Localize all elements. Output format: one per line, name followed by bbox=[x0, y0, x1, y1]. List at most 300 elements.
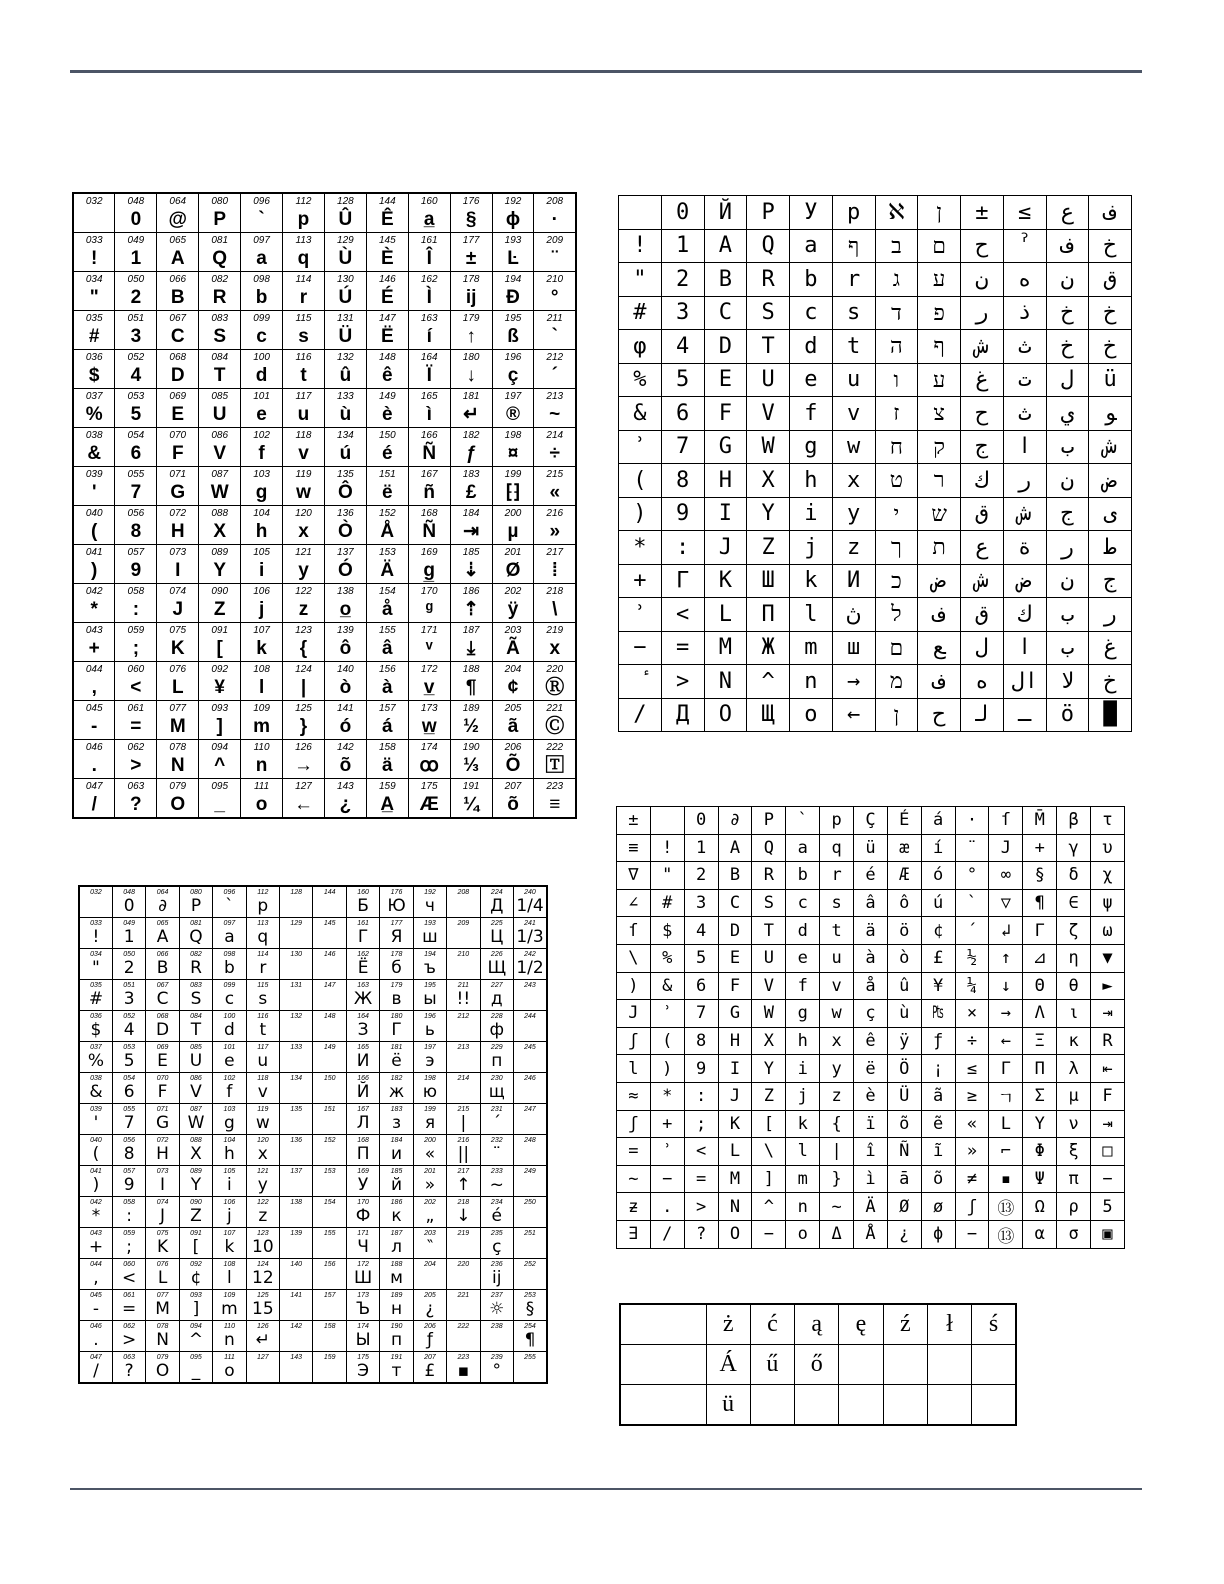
glyph-cell bbox=[1091, 917, 1125, 945]
code-number: 116 bbox=[257, 1013, 269, 1020]
glyph: خ bbox=[1060, 300, 1074, 326]
code-glyph: Ы bbox=[355, 1330, 371, 1350]
glyph: l bbox=[797, 1141, 808, 1162]
code-cell bbox=[346, 1135, 379, 1166]
code-number: 138 bbox=[290, 1199, 303, 1206]
glyph: Π bbox=[1034, 1058, 1045, 1079]
code-glyph: " bbox=[89, 287, 99, 308]
code-cell bbox=[213, 1352, 246, 1384]
code-number: 162 bbox=[420, 274, 438, 285]
glyph-cell bbox=[1046, 698, 1089, 732]
code-glyph: _ bbox=[191, 1361, 201, 1381]
glyph: Ξ bbox=[1034, 1031, 1045, 1052]
glyph: ω bbox=[1102, 920, 1113, 941]
code-cell bbox=[513, 1197, 547, 1228]
glyph: K bbox=[729, 1113, 741, 1134]
code-number: 084 bbox=[190, 1013, 202, 1020]
glyph-cell bbox=[790, 598, 833, 632]
glyph-cell bbox=[883, 1345, 927, 1385]
code-cell bbox=[199, 467, 241, 506]
code-number: 044 bbox=[90, 1261, 102, 1268]
glyph: כ bbox=[890, 568, 902, 594]
glyph-cell bbox=[661, 665, 704, 699]
glyph-cell bbox=[619, 598, 662, 632]
code-number: 162 bbox=[357, 951, 369, 958]
glyph-cell bbox=[790, 263, 833, 297]
code-cell bbox=[179, 1290, 212, 1321]
glyph: f bbox=[804, 400, 818, 426]
glyph-cell bbox=[747, 631, 790, 665]
code-cell bbox=[366, 233, 408, 272]
glyph: Υ bbox=[1034, 1113, 1045, 1134]
code-cell bbox=[413, 980, 446, 1011]
code-number: 171 bbox=[420, 625, 438, 636]
glyph: ± bbox=[628, 810, 639, 831]
code-cell bbox=[280, 1135, 313, 1166]
code-cell bbox=[324, 701, 366, 740]
code-glyph: ç bbox=[507, 365, 519, 386]
glyph: ≡ bbox=[628, 837, 639, 858]
code-glyph: f bbox=[226, 1082, 233, 1102]
code-number: 091 bbox=[211, 625, 229, 636]
glyph: ´ bbox=[966, 920, 978, 941]
glyph-cell bbox=[839, 1304, 883, 1345]
code-number: 195 bbox=[424, 982, 436, 989]
code-glyph: ú bbox=[339, 443, 352, 464]
code-cell bbox=[346, 886, 379, 918]
code-cell bbox=[146, 1104, 179, 1135]
glyph-cell bbox=[955, 1220, 989, 1248]
glyph-cell bbox=[619, 296, 662, 330]
code-glyph: Ц bbox=[490, 927, 504, 947]
glyph-cell bbox=[1003, 229, 1046, 263]
code-number: 221 bbox=[546, 703, 564, 714]
glyph: ם bbox=[889, 635, 904, 661]
glyph: + bbox=[662, 1113, 673, 1134]
code-glyph: Б bbox=[357, 896, 369, 916]
code-number: 212 bbox=[546, 352, 564, 363]
glyph-cell bbox=[650, 1220, 684, 1248]
code-number: 159 bbox=[378, 781, 396, 792]
glyph: L bbox=[1000, 1113, 1011, 1134]
code-number: 049 bbox=[127, 235, 145, 246]
glyph: { bbox=[831, 1113, 842, 1134]
glyph-cell bbox=[887, 1055, 921, 1083]
glyph-cell bbox=[752, 889, 786, 917]
code-cell bbox=[366, 779, 408, 819]
code-cell bbox=[534, 389, 576, 428]
code-glyph: j bbox=[227, 1206, 232, 1226]
code-cell bbox=[112, 1290, 145, 1321]
glyph-cell bbox=[1003, 665, 1046, 699]
code-cell bbox=[199, 584, 241, 623]
code-cell bbox=[492, 350, 534, 389]
glyph-cell bbox=[684, 1055, 718, 1083]
glyph-cell bbox=[961, 665, 1004, 699]
glyph: ₧ bbox=[933, 1003, 944, 1024]
code-number: 037 bbox=[90, 1044, 102, 1051]
code-cell bbox=[534, 545, 576, 584]
code-glyph: ! bbox=[92, 927, 100, 947]
code-cell bbox=[450, 311, 492, 350]
table-row bbox=[79, 1290, 547, 1321]
glyph-cell bbox=[684, 1165, 718, 1193]
code-cell bbox=[450, 350, 492, 389]
code-number: 153 bbox=[378, 547, 396, 558]
code-cell bbox=[73, 389, 115, 428]
code-cell bbox=[408, 584, 450, 623]
code-glyph: y bbox=[298, 560, 309, 581]
glyph-cell bbox=[961, 430, 1004, 464]
glyph-cell bbox=[684, 807, 718, 835]
code-number: 066 bbox=[169, 274, 187, 285]
glyph-cell bbox=[1003, 464, 1046, 498]
code-number: 143 bbox=[337, 781, 354, 792]
glyph: И bbox=[847, 568, 861, 594]
code-glyph: r bbox=[299, 287, 308, 308]
code-glyph: c bbox=[224, 989, 235, 1009]
table-row bbox=[617, 1000, 1125, 1028]
glyph-cell bbox=[1003, 263, 1046, 297]
code-number: 132 bbox=[290, 1013, 303, 1020]
code-cell bbox=[241, 779, 283, 819]
glyph: ¼ bbox=[966, 975, 978, 996]
glyph-cell bbox=[790, 464, 833, 498]
code-glyph: ; bbox=[132, 638, 140, 659]
glyph-cell bbox=[918, 430, 961, 464]
code-glyph: = bbox=[122, 1299, 137, 1319]
code-number: 119 bbox=[257, 1106, 269, 1113]
code-cell bbox=[246, 1011, 279, 1042]
glyph-cell bbox=[1046, 631, 1089, 665]
glyph-cell bbox=[887, 862, 921, 890]
glyph-cell bbox=[661, 564, 704, 598]
glyph: Ä bbox=[865, 1196, 876, 1217]
code-cell bbox=[246, 918, 279, 949]
glyph-cell bbox=[790, 497, 833, 531]
table-row bbox=[617, 972, 1125, 1000]
table-row bbox=[619, 330, 1132, 364]
code-cell bbox=[380, 1166, 413, 1197]
code-glyph: ƒ bbox=[426, 1330, 433, 1350]
glyph-cell bbox=[718, 834, 752, 862]
code-number: 052 bbox=[123, 1013, 135, 1020]
glyph: u bbox=[831, 948, 842, 969]
glyph: é bbox=[865, 865, 876, 886]
code-number: 178 bbox=[390, 951, 403, 958]
code-number: 152 bbox=[323, 1137, 336, 1144]
code-cell bbox=[280, 1290, 313, 1321]
glyph: o bbox=[797, 1224, 808, 1245]
glyph-cell bbox=[854, 944, 888, 972]
code-glyph: S bbox=[190, 989, 202, 1009]
code-number: 175 bbox=[420, 781, 438, 792]
glyph: ξ bbox=[1068, 1141, 1079, 1162]
glyph-cell bbox=[661, 263, 704, 297]
code-cell bbox=[241, 193, 283, 233]
code-cell bbox=[480, 1321, 513, 1352]
glyph-cell bbox=[650, 944, 684, 972]
code-cell bbox=[157, 389, 199, 428]
code-glyph: q bbox=[257, 927, 269, 947]
code-cell bbox=[313, 1042, 346, 1073]
glyph-cell bbox=[747, 363, 790, 397]
code-number: 191 bbox=[462, 781, 480, 792]
code-number: 106 bbox=[253, 586, 270, 597]
code-glyph: З bbox=[357, 1020, 369, 1040]
code-number: 137 bbox=[290, 1168, 303, 1175]
glyph: ז bbox=[893, 401, 900, 427]
glyph-cell bbox=[1003, 196, 1046, 230]
code-cell bbox=[450, 428, 492, 467]
glyph-cell bbox=[620, 1304, 706, 1345]
glyph: 5 bbox=[676, 367, 690, 393]
code-cell bbox=[534, 779, 576, 819]
code-number: 139 bbox=[290, 1230, 303, 1237]
code-number: 127 bbox=[295, 781, 312, 792]
code-number: 216 bbox=[457, 1137, 470, 1144]
glyph: E bbox=[718, 367, 732, 393]
glyph-cell bbox=[921, 1220, 955, 1248]
code-number: 194 bbox=[504, 274, 522, 285]
glyph-cell bbox=[752, 807, 786, 835]
glyph-cell bbox=[752, 1165, 786, 1193]
code-number: 080 bbox=[211, 196, 229, 207]
code-cell bbox=[283, 467, 325, 506]
glyph: ى bbox=[1103, 501, 1117, 527]
code-cell bbox=[241, 545, 283, 584]
code-glyph: 8 bbox=[123, 1144, 135, 1164]
code-number: 151 bbox=[323, 1106, 336, 1113]
code-cell bbox=[408, 389, 450, 428]
code-number: 094 bbox=[190, 1323, 202, 1330]
code-number: 063 bbox=[123, 1354, 135, 1361]
code-number: 212 bbox=[457, 1013, 470, 1020]
code-glyph: ⤓ bbox=[466, 638, 476, 659]
glyph-cell bbox=[704, 698, 747, 732]
glyph-cell bbox=[661, 330, 704, 364]
code-number: 040 bbox=[90, 1137, 102, 1144]
code-glyph: ° bbox=[492, 1361, 502, 1381]
code-number: 243 bbox=[524, 982, 536, 989]
glyph: # bbox=[633, 300, 647, 326]
glyph-cell bbox=[918, 497, 961, 531]
code-glyph: л bbox=[391, 1237, 402, 1257]
glyph-cell bbox=[854, 1055, 888, 1083]
glyph-cell bbox=[1057, 1055, 1091, 1083]
glyph: ź bbox=[899, 1311, 911, 1337]
glyph-cell bbox=[617, 1220, 651, 1248]
code-cell bbox=[157, 545, 199, 584]
code-number: 076 bbox=[156, 1261, 169, 1268]
code-glyph: ⇥ bbox=[463, 521, 480, 542]
glyph: σ bbox=[1068, 1224, 1079, 1245]
code-number: 211 bbox=[546, 313, 563, 324]
glyph: % bbox=[633, 367, 647, 393]
glyph: : bbox=[696, 1086, 707, 1107]
glyph-cell bbox=[718, 1055, 752, 1083]
code-cell bbox=[447, 1011, 480, 1042]
code-number: 150 bbox=[323, 1075, 336, 1082]
glyph-cell bbox=[747, 464, 790, 498]
code-cell bbox=[513, 1321, 547, 1352]
code-glyph: ¢ bbox=[190, 1268, 202, 1288]
code-glyph: → bbox=[293, 755, 313, 776]
glyph: = bbox=[676, 635, 690, 661]
glyph-cell bbox=[1089, 598, 1132, 632]
code-glyph: Y bbox=[213, 560, 227, 581]
glyph: * bbox=[662, 1086, 673, 1107]
glyph-cell bbox=[820, 917, 854, 945]
code-number: 035 bbox=[90, 982, 102, 989]
code-glyph: Đ bbox=[506, 287, 520, 308]
glyph-cell bbox=[786, 1220, 820, 1248]
code-number: 167 bbox=[420, 469, 438, 480]
code-number: 170 bbox=[357, 1199, 369, 1206]
code-glyph: 9 bbox=[130, 560, 142, 581]
code-glyph: ю bbox=[422, 1082, 438, 1102]
code-number: 192 bbox=[504, 196, 522, 207]
glyph: æ bbox=[899, 837, 910, 858]
glyph-cell bbox=[961, 196, 1004, 230]
glyph-cell bbox=[704, 397, 747, 431]
glyph-cell bbox=[989, 1138, 1023, 1166]
code-glyph: L bbox=[157, 1268, 168, 1288]
glyph: M bbox=[718, 635, 732, 661]
glyph: d bbox=[797, 920, 808, 941]
code-glyph: , bbox=[91, 677, 97, 698]
code-cell bbox=[179, 1321, 212, 1352]
code-cell bbox=[146, 918, 179, 949]
glyph-cell bbox=[1046, 263, 1089, 297]
code-cell bbox=[79, 1166, 112, 1197]
code-glyph: и bbox=[390, 1144, 403, 1164]
glyph: ف bbox=[1060, 233, 1074, 259]
code-cell bbox=[146, 886, 179, 918]
code-number: 166 bbox=[420, 430, 438, 441]
glyph-cell bbox=[989, 1027, 1023, 1055]
code-glyph: £ bbox=[465, 482, 477, 503]
code-glyph: в bbox=[391, 989, 402, 1009]
code-cell bbox=[241, 428, 283, 467]
code-number: 143 bbox=[290, 1354, 303, 1361]
code-number: 101 bbox=[253, 391, 270, 402]
glyph-cell bbox=[1023, 1082, 1057, 1110]
code-glyph: : bbox=[132, 599, 140, 620]
glyph-cell bbox=[619, 229, 662, 263]
glyph: ا bbox=[1018, 635, 1032, 661]
code-number: 113 bbox=[295, 235, 312, 246]
code-glyph: ¶ bbox=[524, 1330, 536, 1350]
code-glyph: 9 bbox=[123, 1175, 135, 1195]
glyph-cell bbox=[1046, 665, 1089, 699]
glyph: ب bbox=[1060, 601, 1074, 627]
glyph: ף bbox=[933, 334, 945, 360]
glyph-cell bbox=[918, 263, 961, 297]
code-number: 141 bbox=[337, 703, 354, 714]
glyph: k bbox=[797, 1113, 808, 1134]
code-glyph: á bbox=[382, 716, 393, 737]
code-glyph: K bbox=[170, 638, 185, 659]
code-number: 039 bbox=[90, 1106, 102, 1113]
code-number: 198 bbox=[504, 430, 522, 441]
code-cell bbox=[492, 779, 534, 819]
code-glyph: z bbox=[298, 599, 309, 620]
code-glyph: ¥ bbox=[214, 677, 225, 698]
code-glyph: й bbox=[390, 1175, 403, 1195]
code-number: 145 bbox=[323, 920, 336, 927]
code-cell bbox=[283, 193, 325, 233]
code-cell bbox=[179, 1228, 212, 1259]
table-row bbox=[79, 1197, 547, 1228]
code-cell bbox=[450, 779, 492, 819]
code-cell bbox=[480, 1135, 513, 1166]
glyph: > bbox=[676, 668, 690, 694]
glyph-cell bbox=[718, 1138, 752, 1166]
code-number: 188 bbox=[462, 664, 480, 675]
code-glyph: к bbox=[391, 1206, 402, 1226]
code-glyph: / bbox=[93, 1361, 99, 1381]
code-cell bbox=[241, 506, 283, 545]
glyph-cell bbox=[650, 1110, 684, 1138]
code-number: 051 bbox=[123, 982, 135, 989]
glyph: ∞ bbox=[1000, 865, 1011, 886]
glyph: P bbox=[761, 199, 775, 225]
glyph-cell bbox=[832, 330, 875, 364]
glyph: + bbox=[633, 568, 647, 594]
code-cell bbox=[179, 1135, 212, 1166]
code-cell bbox=[79, 1321, 112, 1352]
glyph-cell bbox=[1089, 665, 1132, 699]
glyph: ^ bbox=[763, 1196, 774, 1217]
code-number: 090 bbox=[190, 1199, 202, 1206]
table-row bbox=[79, 1135, 547, 1166]
glyph-cell bbox=[989, 1082, 1023, 1110]
code-cell bbox=[112, 1166, 145, 1197]
code-number: 157 bbox=[323, 1292, 336, 1299]
code-glyph: Ñ bbox=[422, 521, 437, 542]
code-cell bbox=[413, 1259, 446, 1290]
code-glyph: T bbox=[190, 1020, 202, 1040]
glyph-cell bbox=[786, 862, 820, 890]
code-cell bbox=[179, 1197, 212, 1228]
code-glyph: v bbox=[298, 443, 309, 464]
code-cell bbox=[313, 1073, 346, 1104]
glyph: ן bbox=[893, 702, 900, 728]
glyph: ع bbox=[1060, 199, 1074, 225]
code-number: 062 bbox=[123, 1323, 135, 1330]
code-glyph: Ë bbox=[357, 958, 369, 978]
code-glyph: * bbox=[91, 1206, 101, 1226]
code-cell bbox=[380, 1135, 413, 1166]
glyph-cell bbox=[1046, 296, 1089, 330]
glyph-cell bbox=[955, 1055, 989, 1083]
glyph-cell bbox=[832, 665, 875, 699]
code-number: 090 bbox=[211, 586, 229, 597]
code-glyph: 0 bbox=[130, 209, 142, 230]
code-cell bbox=[413, 1321, 446, 1352]
glyph: █ bbox=[1103, 702, 1117, 728]
code-number: 109 bbox=[253, 703, 270, 714]
glyph: g bbox=[797, 1003, 808, 1024]
glyph: = bbox=[696, 1169, 707, 1190]
glyph: \ bbox=[628, 948, 639, 969]
code-cell bbox=[246, 1197, 279, 1228]
glyph: خ bbox=[1103, 300, 1117, 326]
code-cell bbox=[280, 949, 313, 980]
code-number: 042 bbox=[85, 586, 103, 597]
glyph: Y bbox=[761, 501, 775, 527]
